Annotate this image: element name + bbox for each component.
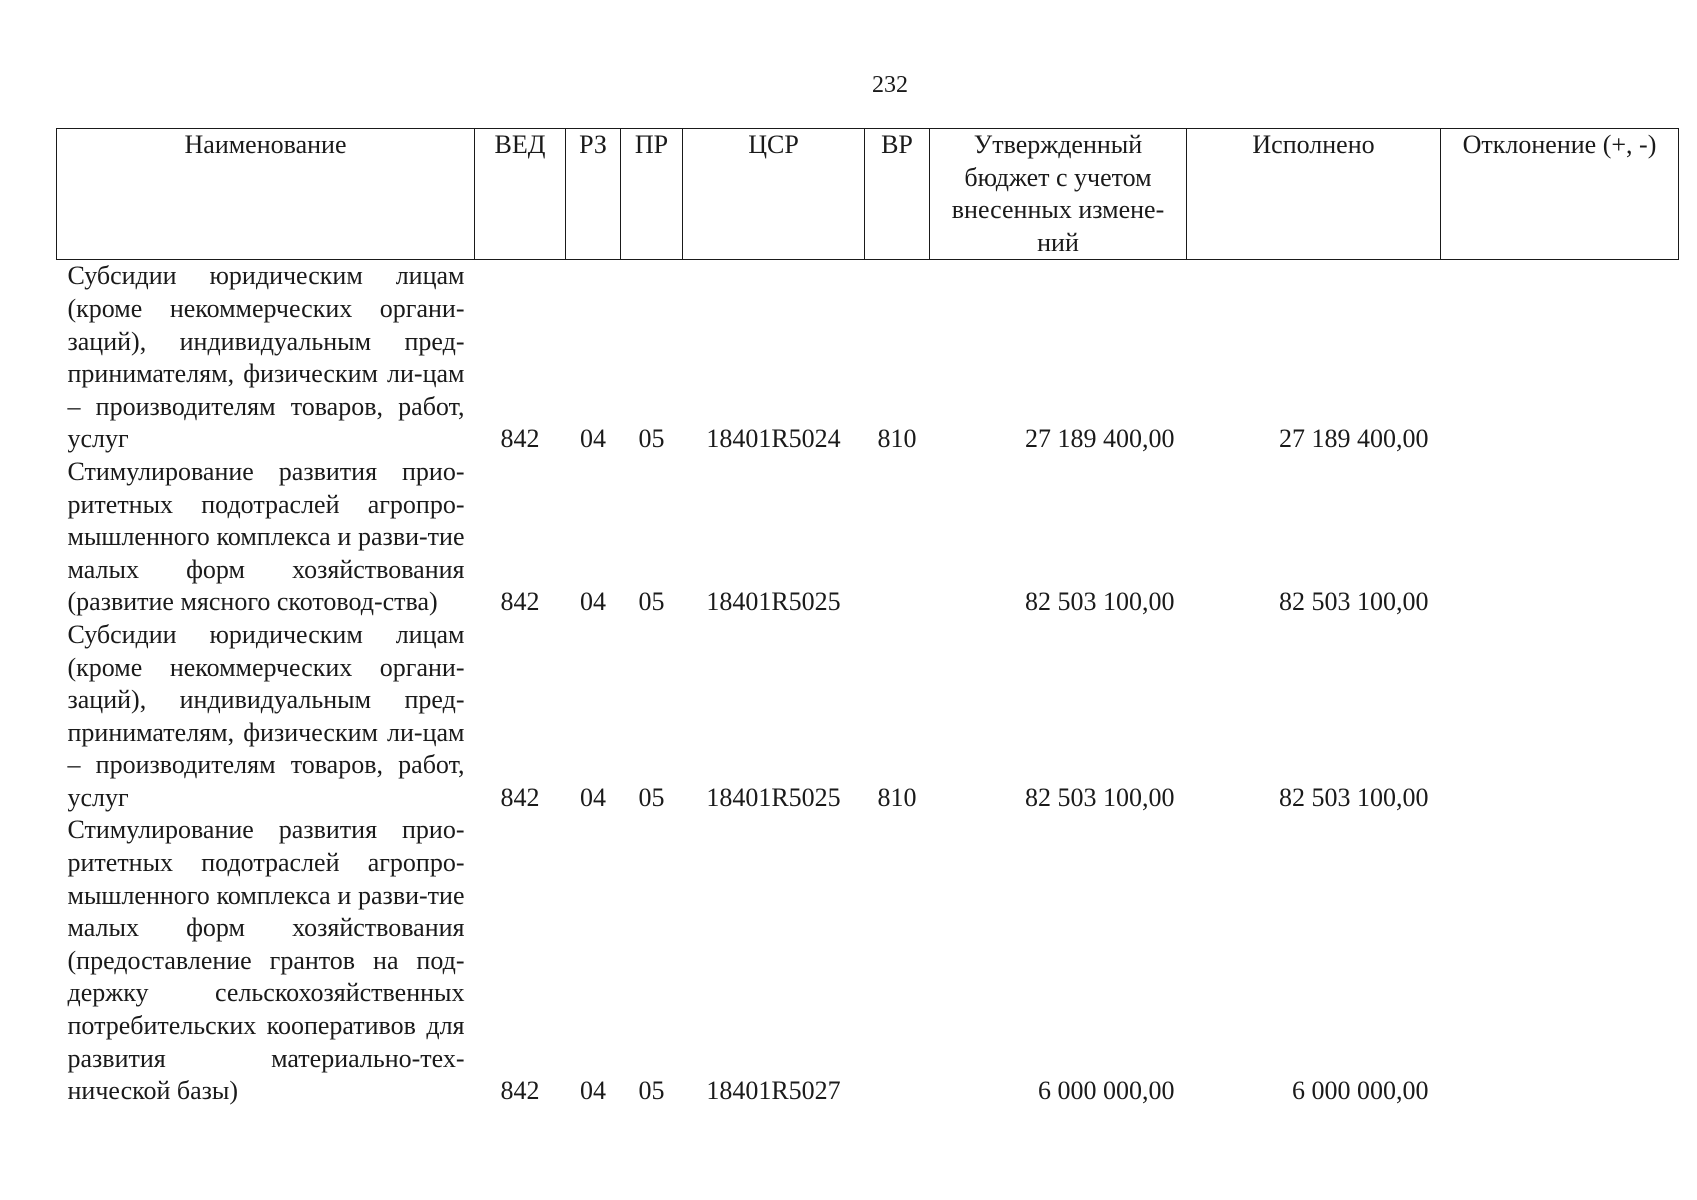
- cell-csr: 18401R5027: [706, 1076, 841, 1106]
- cell-ved: 842: [500, 1076, 540, 1106]
- cell-approved-budget: 27 189 400,00: [1025, 424, 1175, 454]
- cell-csr: 18401R5025: [706, 587, 841, 617]
- cell-executed: 6 000 000,00: [1292, 1076, 1429, 1106]
- cell-name: Субсидии юридическим лицам (кроме некоммерческих органи-заций), индивидуальным пред-принимателям, физическим ли-цам – производителям товаров, работ, услуг: [67, 619, 465, 812]
- cell-name: Субсидии юридическим лицам (кроме некоммерческих органи-заций), индивидуальным пред-принимателям, физическим ли-цам – производителям товаров, работ, услуг: [67, 261, 465, 454]
- cell-approved-budget: 82 503 100,00: [1025, 782, 1175, 812]
- cell-csr: 18401R5025: [706, 782, 841, 812]
- header-approved-budget: Утвержденный бюджет с учетом внесенных измене-ний: [930, 129, 1187, 260]
- header-pr: ПР: [621, 129, 683, 260]
- cell-ved: 842: [500, 782, 540, 812]
- cell-deviation: [1441, 619, 1679, 815]
- cell-vr: 810: [877, 424, 917, 454]
- header-vr: ВР: [865, 129, 930, 260]
- cell-ved: 842: [500, 424, 540, 454]
- table-row: [57, 456, 1679, 619]
- cell-pr: 05: [638, 782, 665, 812]
- cell-approved-budget: 82 503 100,00: [1025, 587, 1175, 617]
- header-ved: ВЕД: [475, 129, 566, 260]
- cell-vr: 810: [877, 782, 917, 812]
- page-number: 232: [872, 72, 908, 98]
- cell-rz: 04: [580, 424, 606, 454]
- header-rz: РЗ: [566, 129, 621, 260]
- header-executed: Исполнено: [1187, 129, 1441, 260]
- cell-ved: 842: [500, 587, 540, 617]
- table-header: [57, 129, 1679, 260]
- cell-name: Стимулирование развития прио-ритетных подотраслей агропро-мышленного комплекса и разви-тие малых форм хозяйствования (предоставление грантов на под-держку сельскохозяйственных потребительских кооперативов для развития материально-тех-нической базы): [67, 815, 465, 1106]
- budget-execution-table: [56, 128, 1679, 1108]
- cell-executed: 27 189 400,00: [1279, 424, 1429, 454]
- cell-pr: 05: [638, 424, 665, 454]
- table-row: [57, 814, 1679, 1107]
- cell-executed: 82 503 100,00: [1279, 782, 1429, 812]
- table-body: [57, 260, 1679, 1108]
- header-csr: ЦСР: [683, 129, 865, 260]
- cell-executed: 82 503 100,00: [1279, 587, 1429, 617]
- cell-rz: 04: [580, 1076, 606, 1106]
- cell-deviation: [1441, 260, 1679, 456]
- table-row: [57, 619, 1679, 815]
- cell-pr: 05: [638, 1076, 665, 1106]
- cell-csr: 18401R5024: [706, 424, 841, 454]
- table-row: [57, 260, 1679, 456]
- cell-rz: 04: [580, 587, 606, 617]
- cell-vr: [865, 814, 930, 1107]
- header-deviation: Отклонение (+, -): [1441, 129, 1679, 260]
- cell-vr: [865, 456, 930, 619]
- header-name: Наименование: [57, 129, 475, 260]
- cell-approved-budget: 6 000 000,00: [1038, 1076, 1175, 1106]
- cell-deviation: [1441, 456, 1679, 619]
- cell-pr: 05: [638, 587, 665, 617]
- cell-rz: 04: [580, 782, 606, 812]
- cell-name: Стимулирование развития прио-ритетных подотраслей агропро-мышленного комплекса и разви-тие малых форм хозяйствования (развитие мясного скотовод-ства): [67, 456, 465, 617]
- cell-deviation: [1441, 814, 1679, 1107]
